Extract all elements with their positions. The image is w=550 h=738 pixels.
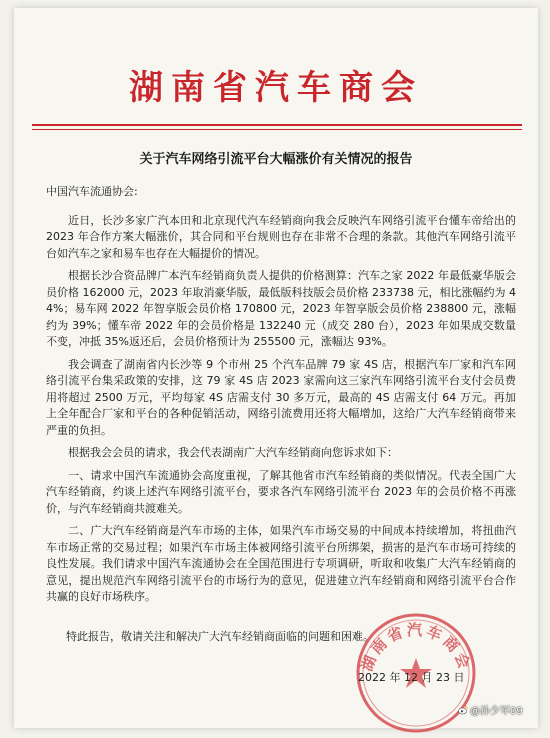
letterhead-rule	[32, 124, 522, 126]
report-date: 2022 年 12 月 23 日	[358, 671, 465, 684]
paragraph-2: 根据长沙合资品牌广本汽车经销商负责人提供的价格测算：汽车之家 2022 年最低豪华版会员价格 162000 元，2023 年取消豪华版，最低版科技版会员价格 233738 元，相比涨幅约为 44%；易车网 2022 年智享版会员价格 170800 元，2023 年智享版会员价格 238800 元，涨幅约为 39%；懂车帝 2022 年的会员价格是 132240 元（成交 280 台），2023 年如果成交数量不变，冲抵 35%返还后，会员价格预计为 255500 元，涨幅达 93%。	[46, 269, 516, 348]
paragraph-1: 近日，长沙多家广汽本田和北京现代汽车经销商向我会反映汽车网络引流平台懂车帝给出的 2023 年合作方案大幅涨价，其合同和平台规则也存在非常不合理的条款。其他汽车网络引流平台如汽车之家和易车也存在大幅提价的情况。	[46, 213, 516, 260]
paragraph-6: 二、广大汽车经销商是汽车市场的主体，如果汽车市场交易的中间成本持续增加，将扭曲汽车市场正常的交易过程；如果汽车市场主体被网络引流平台所绑架，损害的是汽车市场可持续的良性发展。我们请求中国汽车流通协会在全国范围进行专项调研，听取和收集广大汽车经销商的意见，提出规范汽车网络引流平台的市场行为的意见，促进建立汽车经销商和网络引流平台合作共赢的良好市场秩序。	[46, 524, 516, 603]
weibo-watermark	[458, 702, 523, 717]
document-page	[14, 8, 538, 728]
svg-text:湖南省汽车商会: 湖南省汽车商会	[357, 621, 475, 674]
organization-letterhead: 湖南省汽车商会	[129, 68, 423, 108]
weibo-icon	[458, 705, 468, 715]
closing-line: 特此报告，敬请关注和解决广大汽车经销商面临的问题和困难。	[66, 630, 374, 643]
report-title: 关于汽车网络引流平台大幅涨价有关情况的报告	[139, 152, 413, 167]
report-body	[46, 184, 516, 612]
paragraph-4: 根据我会会员的请求，我会代表湖南广大汽车经销商向您诉求如下：	[68, 446, 398, 459]
watermark-handle: @孙少军09	[470, 706, 523, 717]
letterhead-rule-thin	[32, 129, 522, 130]
paragraph-5: 一、请求中国汽车流通协会高度重视，了解其他省市汽车经销商的类似情况。代表全国广大汽车经销商，约谈上述汽车网络引流平台，要求各汽车网络引流平台 2023 年的会员价格不再涨价，与汽车经销商共渡难关。	[46, 468, 516, 515]
salutation: 中国汽车流通协会:	[46, 185, 138, 198]
paragraph-3: 我会调查了湖南省内长沙等 9 个市州 25 个汽车品牌 79 家 4S 店，根据汽车厂家和汽车网络引流平台集采政策的安排，这 79 家 4S 店 2023 家需向这三家汽车网络引流平台支付会员费用将超过 2500 万元，平均每家 4S 店需支付 30 多万元，最高的 4S 店需支付 64 万元。再加上全年配合厂家和平台的各种促销活动，网络引流费用还将大幅增加，这给广大汽车经销商带来严重的负担。	[46, 357, 516, 437]
